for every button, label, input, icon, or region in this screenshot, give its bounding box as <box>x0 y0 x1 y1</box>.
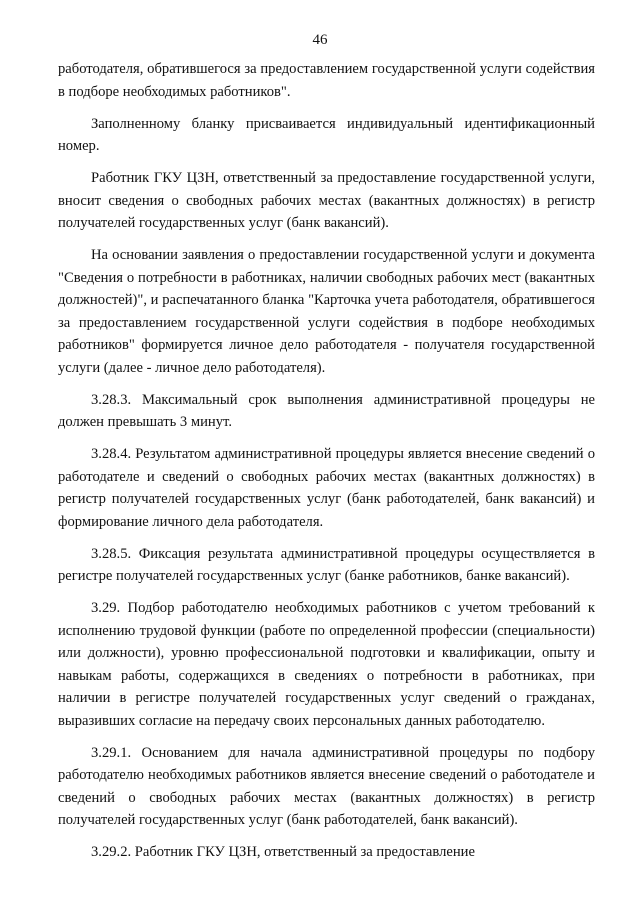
paragraph: 3.28.4. Результатом административной процедуры является внесение сведений о работодателе и сведений о свободных рабочих местах (вакантных должностях) в регистр получателей государственных услуг (банк работодателей, банк вакансий) и формирование личного дела работодателя. <box>58 446 595 530</box>
paragraph: 3.29.2. Работник ГКУ ЦЗН, ответственный за предоставление <box>91 844 475 860</box>
paragraph: На основании заявления о предоставлении государственной услуги и документа "Сведения о потребности в работниках, наличии свободных рабочих мест (вакантных должностей)", и распечатанного бланка "Карточка учета работодателя, обратившегося за предоставлением государственной услуги содействия в подборе необходимых работников" формируется личное дело работодателя - получателя государственной услуги (далее - личное дело работодателя). <box>58 247 595 376</box>
page-number: 46 <box>312 32 328 48</box>
paragraph: Заполненному бланку присваивается индивидуальный идентификационный номер. <box>58 115 595 154</box>
paragraph: 3.28.3. Максимальный срок выполнения административной процедуры не должен превышать 3 минут. <box>58 391 595 430</box>
document-body <box>58 58 595 864</box>
paragraph: 3.28.5. Фиксация результата административной процедуры осуществляется в регистре получателей государственных услуг (банке работников, банке вакансий). <box>58 545 595 584</box>
paragraph: 3.29.1. Основанием для начала административной процедуры по подбору работодателю необходимых работников является внесение сведений о работодателе и сведений о свободных рабочих местах (вакантных должностях) в регистр получателей государственных услуг (банк работодателей, банк вакансий). <box>58 744 595 828</box>
paragraph: Работник ГКУ ЦЗН, ответственный за предоставление государственной услуги, вносит сведения о свободных рабочих местах (вакантных должностях) в регистр получателей государственных услуг (банк вакансий). <box>58 170 595 231</box>
paragraph: 3.29. Подбор работодателю необходимых работников с учетом требований к исполнению трудовой функции (работе по определенной профессии (специальности) или должности), уровню профессиональной подготовки и квалификации, опыту и навыкам работы, содержащихся в сведениях о потребности в работниках, при наличии в регистре получателей государственных услуг сведений о гражданах, выразивших согласие на передачу своих персональных данных работодателю. <box>58 600 595 729</box>
paragraph: работодателя, обратившегося за предоставлением государственной услуги содействия в подборе необходимых работников". <box>58 61 595 100</box>
